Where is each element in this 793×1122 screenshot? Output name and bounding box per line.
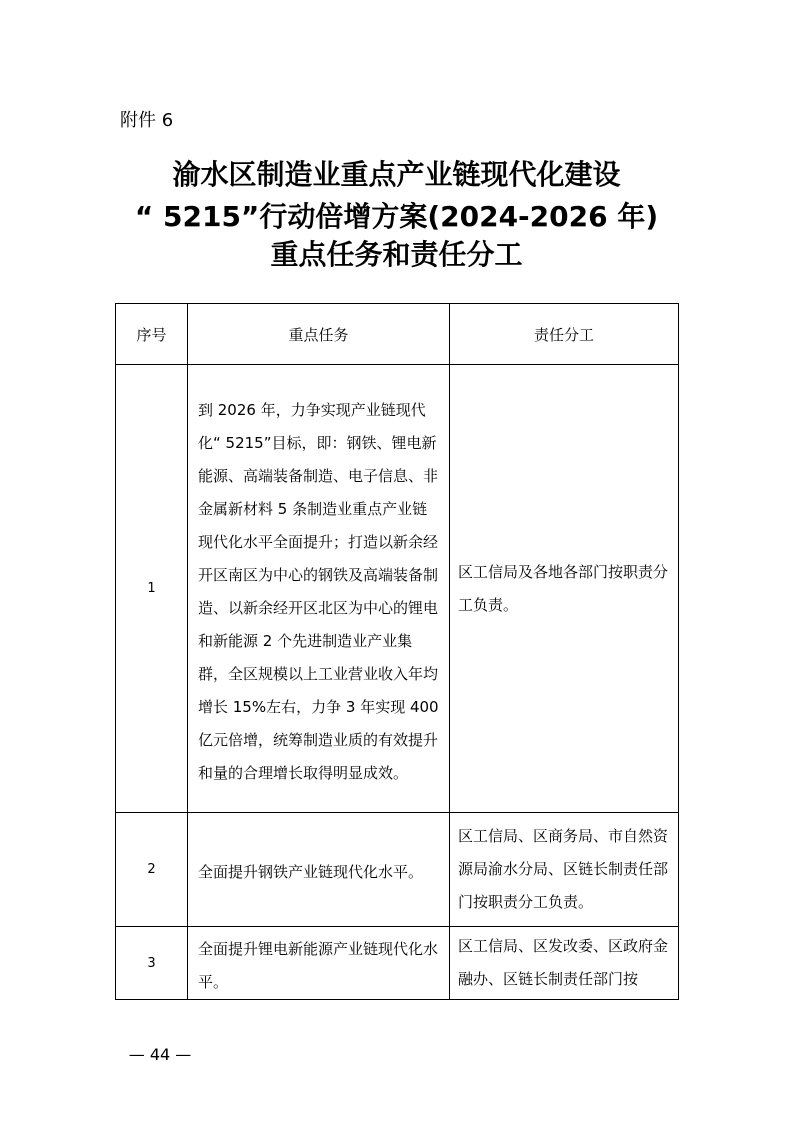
attachment-label: 附件 6 xyxy=(120,110,174,131)
table-row xyxy=(116,365,679,813)
page-number: — 44 — xyxy=(128,1045,192,1064)
header-task: 重点任务 xyxy=(188,304,450,365)
task-table xyxy=(115,303,679,1000)
row-responsibility: 区工信局、区商务局、市自然资源局渝水分局、区链长制责任部门按职责分工负责。 xyxy=(450,813,679,927)
table-row xyxy=(116,927,679,1000)
row-seq: 1 xyxy=(116,365,188,813)
row-seq: 3 xyxy=(116,927,188,1000)
document-title-line-3: 重点任务和责任分工 xyxy=(270,238,523,271)
document-title-line-1: 渝水区制造业重点产业链现代化建设 xyxy=(172,158,621,191)
header-responsibility: 责任分工 xyxy=(450,304,679,365)
table-header-row xyxy=(116,304,679,365)
row-responsibility: 区工信局、区发改委、区政府金融办、区链长制责任部门按 xyxy=(450,927,679,1000)
table-row xyxy=(116,813,679,927)
row-seq: 2 xyxy=(116,813,188,927)
row-task: 全面提升锂电新能源产业链现代化水平。 xyxy=(188,927,450,1000)
row-responsibility: 区工信局及各地各部门按职责分工负责。 xyxy=(450,365,679,813)
document-title-line-2: “ 5215”行动倍增方案(2024-2026 年) xyxy=(134,200,659,233)
row-task: 到 2026 年，力争实现产业链现代化“ 5215”目标，即：钢铁、锂电新能源、高端装备制造、电子信息、非金属新材料 5 条制造业重点产业链现代化水平全面提升；打造以新余经开区南区为中心的钢铁及高端装备制造、以新余经开区北区为中心的锂电和新能源 2 个先进制造业产业集群，全区规模以上工业营业收入年均增长 15%左右，力争 3 年实现 400 亿元倍增，统筹制造业质的有效提升和量的合理增长取得明显成效。 xyxy=(188,365,450,813)
row-task: 全面提升钢铁产业链现代化水平。 xyxy=(188,813,450,927)
header-seq: 序号 xyxy=(116,304,188,365)
